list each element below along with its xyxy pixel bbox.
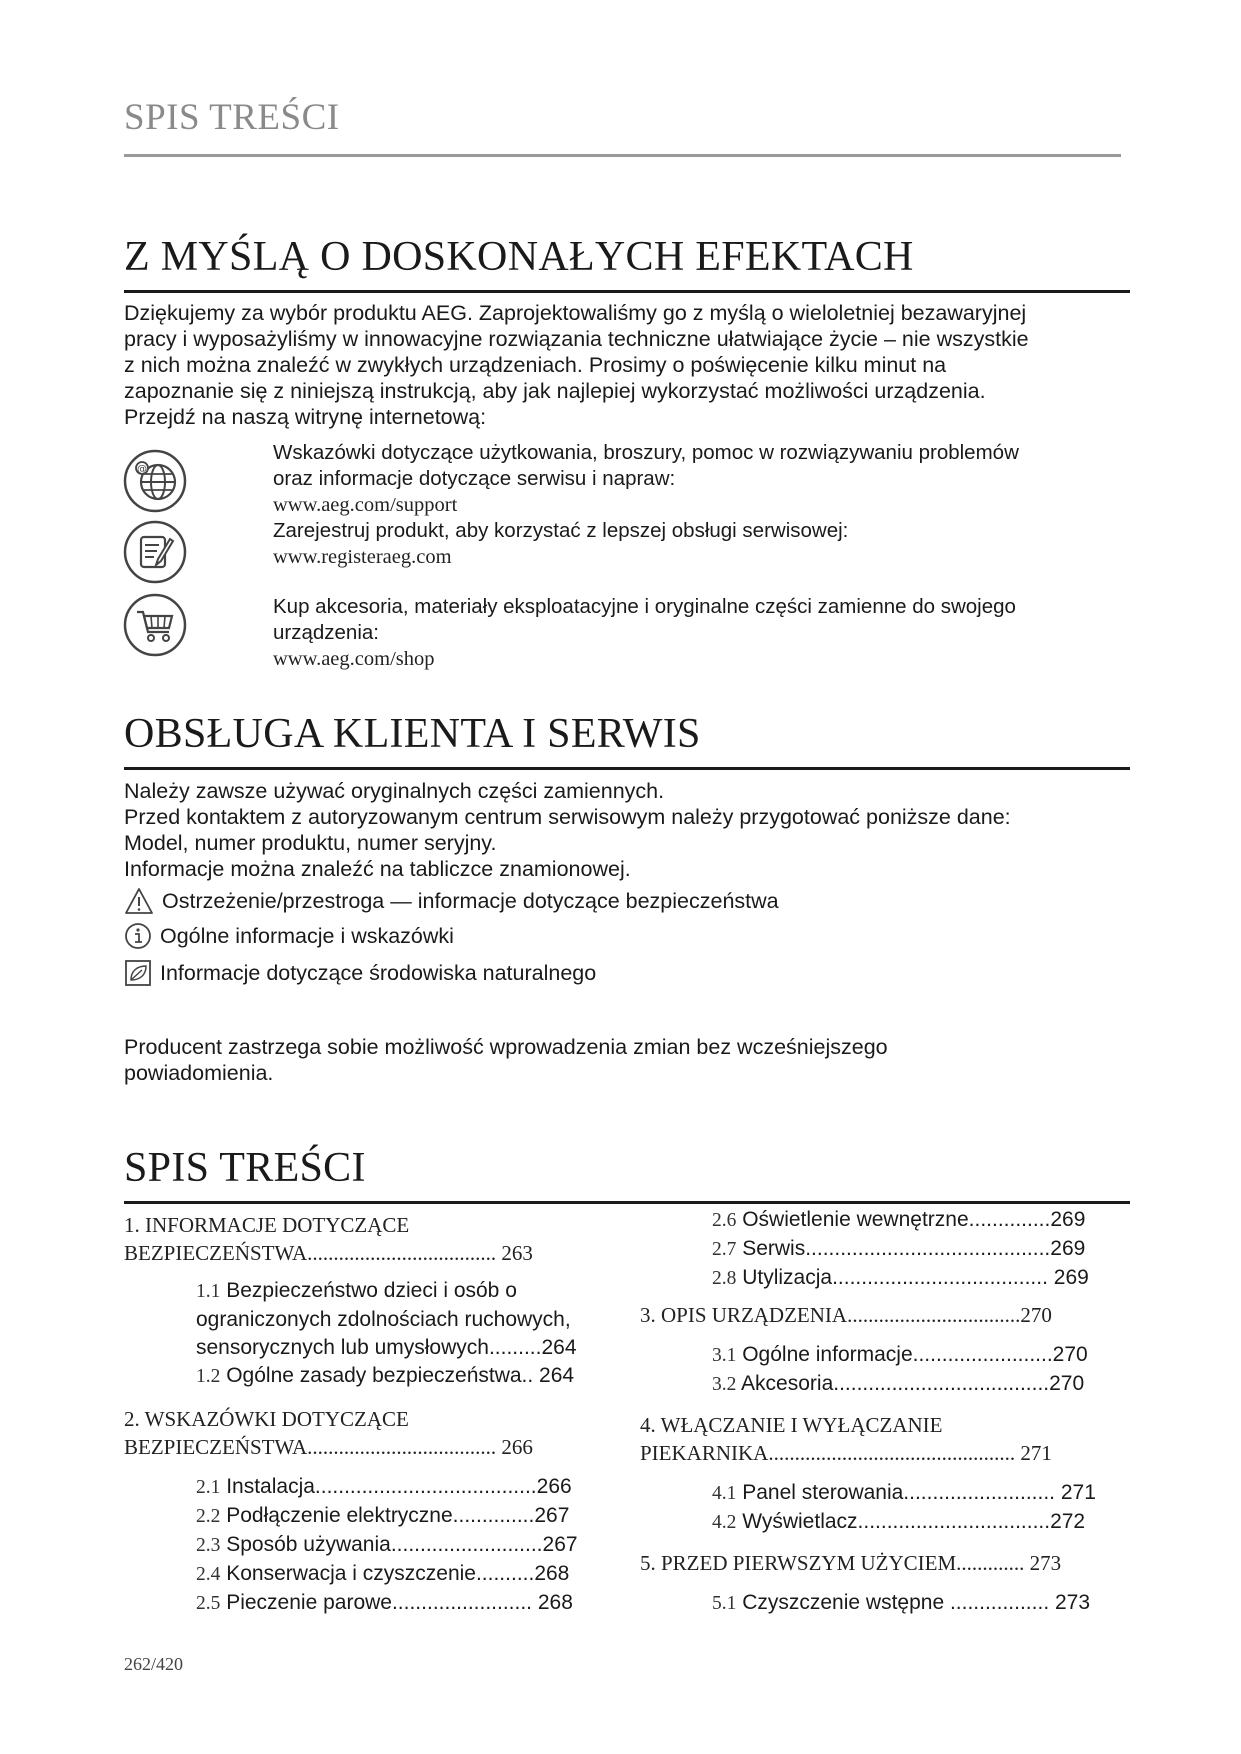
toc-entry-number: 3.2 xyxy=(712,1374,737,1395)
support-line: Wskazówki dotyczące użytkowania, broszury, pomoc w rozwiązywaniu problemów xyxy=(273,441,1019,464)
toc-s3-subentries xyxy=(640,1341,1140,1399)
toc-s5-subentries xyxy=(640,1589,1140,1618)
intro-line: zapoznanie się z niniejszą instrukcją, aby jak najlepiej wykorzystać możliwości urządzenia. xyxy=(124,379,986,403)
shop-url-link[interactable]: www.aeg.com/shop xyxy=(273,648,435,670)
toc-entry-title: Panel sterowania.......................... 271 xyxy=(736,1481,1096,1504)
toc-entry-5-1[interactable] xyxy=(712,1589,1140,1618)
toc-entry-1-1-number: 1.1 xyxy=(196,1281,221,1302)
intro-line: z nich można znaleźć w zwykłych urządzeniach. Prosimy o poświęcenie kilku minut na xyxy=(124,353,947,377)
toc-s2-more-subentries xyxy=(640,1206,1140,1293)
legend-info-text: Ogólne informacje i wskazówki xyxy=(160,924,454,948)
toc-right-column xyxy=(640,1206,1140,1618)
toc-entry-number: 2.4 xyxy=(196,1564,221,1585)
toc-entry-number: 2.6 xyxy=(712,1210,737,1231)
globe-icon xyxy=(122,448,188,514)
register-link-text xyxy=(273,518,1133,570)
toc-entry-number: 2.3 xyxy=(196,1535,221,1556)
toc-entry-s1-line2: BEZPIECZEŃSTWA.................................... 263 xyxy=(124,1241,533,1265)
page-number: 262/420 xyxy=(124,1654,184,1674)
legend-warning-text: Ostrzeżenie/przestroga — informacje dotyczące bezpieczeństwa xyxy=(162,889,779,913)
toc-entry-title: Podłączenie elektryczne..............267 xyxy=(220,1504,570,1527)
toc-entry-s4[interactable] xyxy=(640,1411,1140,1467)
environment-leaf-icon xyxy=(124,959,152,987)
support-link-text xyxy=(273,440,1133,518)
toc-heading: SPIS TREŚCI xyxy=(124,1145,366,1191)
toc-entry-number: 3.1 xyxy=(712,1345,737,1366)
svg-text:@: @ xyxy=(137,464,147,475)
legend-warning xyxy=(124,886,779,916)
shop-link-text xyxy=(273,594,1133,672)
toc-entry-title: Sposób używania..........................267 xyxy=(220,1533,578,1556)
intro-line: pracy i wyposażyliśmy w innowacyjne rozwiązania techniczne ułatwiające życie – nie wszystkie xyxy=(124,327,1029,351)
toc-s1-subentries xyxy=(124,1277,634,1391)
toc-entry-title: Serwis..........................................269 xyxy=(736,1237,1086,1260)
notice-paragraph xyxy=(124,1034,1134,1086)
running-header-title: SPIS TREŚCI xyxy=(124,97,340,138)
service-line: Informacje można znaleźć na tabliczce znamionowej. xyxy=(124,857,631,881)
toc-entry-2-3[interactable] xyxy=(196,1531,634,1560)
running-header-rule xyxy=(124,154,1121,157)
toc-heading-block xyxy=(124,1143,1130,1204)
service-line: Należy zawsze używać oryginalnych części zamiennych. xyxy=(124,779,665,803)
toc-entry-3-1[interactable] xyxy=(712,1341,1140,1370)
toc-entry-2-7[interactable] xyxy=(712,1235,1140,1264)
legend-info xyxy=(124,921,454,951)
toc-entry-4-2[interactable] xyxy=(712,1508,1140,1537)
toc-entry-title: Oświetlenie wewnętrzne..............269 xyxy=(736,1208,1086,1231)
toc-entry-s2-line1: 2. WSKAZÓWKI DOTYCZĄCE xyxy=(124,1407,409,1431)
info-circle-icon xyxy=(124,922,152,950)
toc-s4-subentries xyxy=(640,1479,1140,1537)
toc-entry-2-6[interactable] xyxy=(712,1206,1140,1235)
toc-entry-3-2[interactable] xyxy=(712,1370,1140,1399)
toc-entry-number: 2.7 xyxy=(712,1239,737,1260)
toc-entry-number: 2.2 xyxy=(196,1506,221,1527)
toc-entry-1-2-title: Ogólne zasady bezpieczeństwa.. 264 xyxy=(220,1364,575,1387)
toc-entry-1-2[interactable] xyxy=(196,1362,634,1391)
toc-entry-1-2-number: 1.2 xyxy=(196,1366,221,1387)
toc-entry-s4-line2: PIEKARNIKA............................................... 271 xyxy=(640,1441,1052,1465)
register-form-icon xyxy=(122,519,188,585)
legend-environment xyxy=(124,958,596,988)
shop-line: urządzenia: xyxy=(273,621,379,644)
toc-entry-title: Wyświetlacz.................................272 xyxy=(736,1510,1086,1533)
intro-heading-rule xyxy=(124,290,1130,293)
service-heading-block xyxy=(124,709,1130,770)
toc-entry-title: Instalacja......................................266 xyxy=(220,1475,572,1498)
toc-entry-number: 4.1 xyxy=(712,1483,737,1504)
service-heading-rule xyxy=(124,767,1130,770)
toc-entry-title: Konserwacja i czyszczenie..........268 xyxy=(220,1562,570,1585)
toc-entry-1-1[interactable] xyxy=(196,1277,634,1362)
warning-triangle-icon xyxy=(124,887,154,915)
toc-entry-1-1-line2: ograniczonych zdolnościach ruchowych, xyxy=(196,1308,571,1331)
toc-entry-number: 2.8 xyxy=(712,1268,737,1289)
toc-entry-s3[interactable]: 3. OPIS URZĄDZENIA.................................270 xyxy=(640,1303,1052,1327)
toc-entry-2-8[interactable] xyxy=(712,1264,1140,1293)
shop-link xyxy=(122,592,1132,672)
intro-line: Dziękujemy za wybór produktu AEG. Zaprojektowaliśmy go z myślą o wieloletniej bezawaryjnej xyxy=(124,301,1027,325)
support-line: oraz informacje dotyczące serwisu i napraw: xyxy=(273,467,676,490)
toc-entry-title: Czyszczenie wstępne ................. 273 xyxy=(736,1591,1091,1614)
intro-heading-block xyxy=(124,232,1130,293)
intro-line: Przejdź na naszą witrynę internetową: xyxy=(124,405,487,429)
toc-entry-1-1-line3: sensorycznych lub umysłowych.........264 xyxy=(196,1336,577,1359)
shop-line: Kup akcesoria, materiały eksploatacyjne i oryginalne części zamienne do swojego xyxy=(273,595,1016,618)
service-line: Przed kontaktem z autoryzowanym centrum serwisowym należy przygotować poniższe dane: xyxy=(124,805,1011,829)
register-line: Zarejestruj produkt, aby korzystać z lepszej obsługi serwisowej: xyxy=(273,519,849,542)
toc-entry-4-1[interactable] xyxy=(712,1479,1140,1508)
toc-entry-number: 2.1 xyxy=(196,1477,221,1498)
toc-entry-s2-line2: BEZPIECZEŃSTWA.................................... 266 xyxy=(124,1435,533,1459)
toc-entry-2-4[interactable] xyxy=(196,1560,634,1589)
service-heading: OBSŁUGA KLIENTA I SERWIS xyxy=(124,711,701,757)
toc-entry-s2[interactable] xyxy=(124,1405,634,1461)
notice-line: powiadomienia. xyxy=(124,1061,274,1085)
toc-entry-1-1-title: Bezpieczeństwo dzieci i osób o xyxy=(220,1279,517,1302)
register-url-link[interactable]: www.registeraeg.com xyxy=(273,546,452,568)
toc-entry-s4-line1: 4. WŁĄCZANIE I WYŁĄCZANIE xyxy=(640,1413,943,1437)
toc-entry-s5[interactable]: 5. PRZED PIERWSZYM UŻYCIEM............. 273 xyxy=(640,1551,1062,1575)
intro-heading: Z MYŚLĄ O DOSKONAŁYCH EFEKTACH xyxy=(124,234,914,280)
support-url-link[interactable]: www.aeg.com/support xyxy=(273,494,458,516)
toc-entry-number: 4.2 xyxy=(712,1512,737,1533)
legend-environment-text: Informacje dotyczące środowiska naturalnego xyxy=(160,961,597,985)
toc-heading-rule xyxy=(124,1201,1130,1204)
notice-line: Producent zastrzega sobie możliwość wprowadzenia zmian bez wcześniejszego xyxy=(124,1035,888,1059)
toc-entry-title: Pieczenie parowe........................ 268 xyxy=(220,1591,573,1614)
toc-entry-number: 2.5 xyxy=(196,1593,221,1614)
toc-entry-s1-line1: 1. INFORMACJE DOTYCZĄCE xyxy=(124,1213,410,1237)
running-header xyxy=(124,94,1121,157)
intro-paragraph xyxy=(124,300,1134,430)
toc-entry-2-5[interactable] xyxy=(196,1589,634,1618)
toc-entry-number: 5.1 xyxy=(712,1593,737,1614)
toc-entry-2-2[interactable] xyxy=(196,1502,634,1531)
toc-left-column xyxy=(124,1211,634,1618)
toc-entry-2-1[interactable] xyxy=(196,1473,634,1502)
toc-entry-s1[interactable] xyxy=(124,1211,634,1267)
toc-entry-title: Utylizacja..................................... 269 xyxy=(736,1266,1089,1289)
toc-entry-title: Ogólne informacje........................270 xyxy=(736,1343,1088,1366)
toc-s2-subentries xyxy=(124,1473,634,1618)
service-paragraph xyxy=(124,778,1134,882)
toc-entry-title: Akcesoria.....................................270 xyxy=(736,1372,1085,1395)
shopping-cart-icon xyxy=(122,592,188,658)
service-line: Model, numer produktu, numer seryjny. xyxy=(124,831,497,855)
